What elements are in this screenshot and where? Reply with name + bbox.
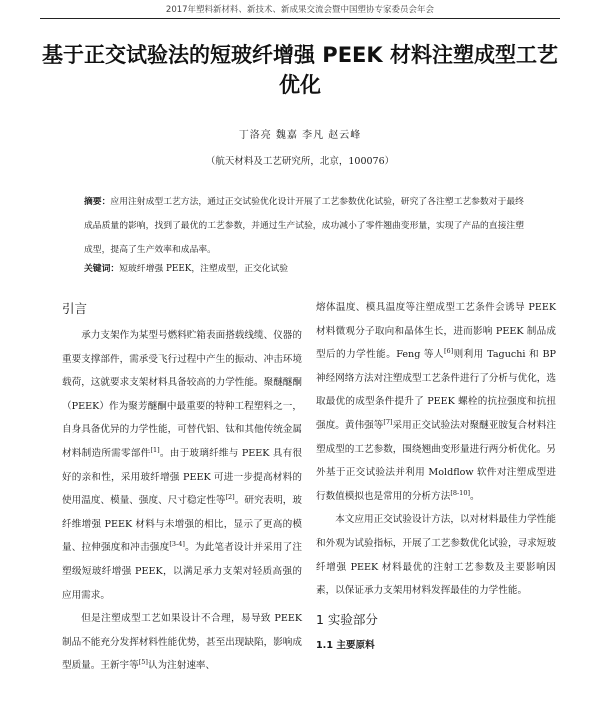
intro-paragraph-2-continued bbox=[316, 296, 556, 508]
intro-paragraph-2 bbox=[62, 607, 302, 678]
citation: [6] bbox=[443, 347, 454, 355]
intro-p2-text-b: 认为注射速率、 bbox=[147, 660, 216, 672]
citation: [1] bbox=[150, 445, 160, 454]
intro-heading: 引言 bbox=[62, 301, 88, 316]
intro-r1-text-a: 熔体温度、模具温度等注塑成型工艺条件会诱导 PEEK 材料微观分子取向和晶体生长，进而影响 PEEK 制品成型后的力学性能。Feng 等人 bbox=[316, 302, 556, 361]
intro-paragraph-1 bbox=[62, 324, 302, 607]
materials-subheading: 1.1 主要原料 bbox=[316, 639, 375, 651]
left-column bbox=[62, 296, 302, 678]
citation: [5] bbox=[138, 658, 148, 667]
citation: [3-4] bbox=[169, 540, 185, 549]
experiment-heading: 1 实验部分 bbox=[316, 611, 378, 627]
intro-r1-text-c: 采用正交试验法对聚醚亚胺复合材料注塑成型的工艺参数，围绕翘曲变形量进行两分析优化。另外基于正交试验法并利用 Moldflow 软件对注塑成型进行数值模拟也是常用的分析方法 bbox=[316, 419, 557, 502]
abstract bbox=[84, 190, 524, 262]
citation: [8-10] bbox=[450, 488, 470, 497]
intro-p2-text-a: 但是注塑成型工艺如果设计不合理，易导致 PEEK 制品不能充分发挥材料性能优势，甚至出现缺陷，影响成型质量。王新宇等 bbox=[62, 613, 302, 672]
running-head: 2017年塑料新材料、新技术、新成果交流会暨中国塑协专家委员会年会 bbox=[40, 3, 560, 19]
citation: [2] bbox=[225, 492, 235, 501]
intro-p1-text-a: 承力支架作为某型号燃料贮箱表面搭载线缆、仪器的重要支撑部件，需承受飞行过程中产生的振动、冲击环境载荷，这就要求支架材料具备较高的力学性能。聚醚醚酮（PEEK）作为聚芳醚酮中最重要的特种工程塑料之一，自身具备优异的力学性能，可替代铝、钛和其他传统金属材料制造所需零部件 bbox=[62, 330, 302, 459]
intro-r1-text-b: 则利用 Taguchi 和 BP 神经网络方法对注塑成型工艺条件进行了分析与优化，选取最优的成型条件提升了 PEEK 螺栓的抗拉强度和抗扭强度。黄伟强等 bbox=[316, 349, 556, 431]
keywords-label: 关键词： bbox=[84, 264, 120, 274]
citation: [7] bbox=[383, 417, 393, 426]
intro-p1-text-d: 。为此笔者设计并采用了注塑级短玻纤增强 PEEK，以满足承力支架对轻质高强的应用需求。 bbox=[62, 542, 303, 601]
intro-r1-text-d: 。 bbox=[470, 490, 480, 502]
right-column bbox=[316, 296, 556, 657]
abstract-text: 应用注射成型工艺方法，通过正交试验优化设计开展了工艺参数优化试验，研究了各注塑工艺参数对于最终成品质量的影响，找到了最优的工艺参数，并通过生产试验，成功减小了零件翘曲变形量，实现了产品的直接注塑成型，提高了生产效率和成品率。 bbox=[84, 197, 524, 255]
intro-paragraph-3: 本文应用正交试验设计方法，以对材料最佳力学性能和外观为试验指标，开展了工艺参数优化试验，寻求短玻纤增强 PEEK 材料最优的注射工艺参数及主要影响因素，以保证承力支架用材料发挥最佳的力学性能。 bbox=[316, 514, 556, 597]
intro-p1-text-b: 。由于玻璃纤维与 PEEK 具有很好的亲和性，采用玻纤增强 PEEK 可进一步提高材料的使用温度、模量、强度、尺寸稳定性等 bbox=[62, 447, 303, 507]
affiliation: （航天材料及工艺研究所，北京，100076） bbox=[205, 156, 395, 167]
abstract-label: 摘要： bbox=[84, 197, 111, 207]
intro-p1-text-c: 。研究表明，玻纤维增强 PEEK 材料与未增强的相比，显示了更高的模量、拉伸强度和冲击强度 bbox=[62, 495, 303, 554]
keywords bbox=[84, 262, 524, 276]
authors: 丁洛亮 魏嘉 李凡 赵云峰 bbox=[238, 130, 362, 141]
paper-title: 基于正交试验法的短玻纤增强 PEEK 材料注塑成型工艺优化 bbox=[42, 43, 558, 97]
keywords-text: 短玻纤增强 PEEK，注塑成型，正交化试验 bbox=[119, 264, 289, 274]
